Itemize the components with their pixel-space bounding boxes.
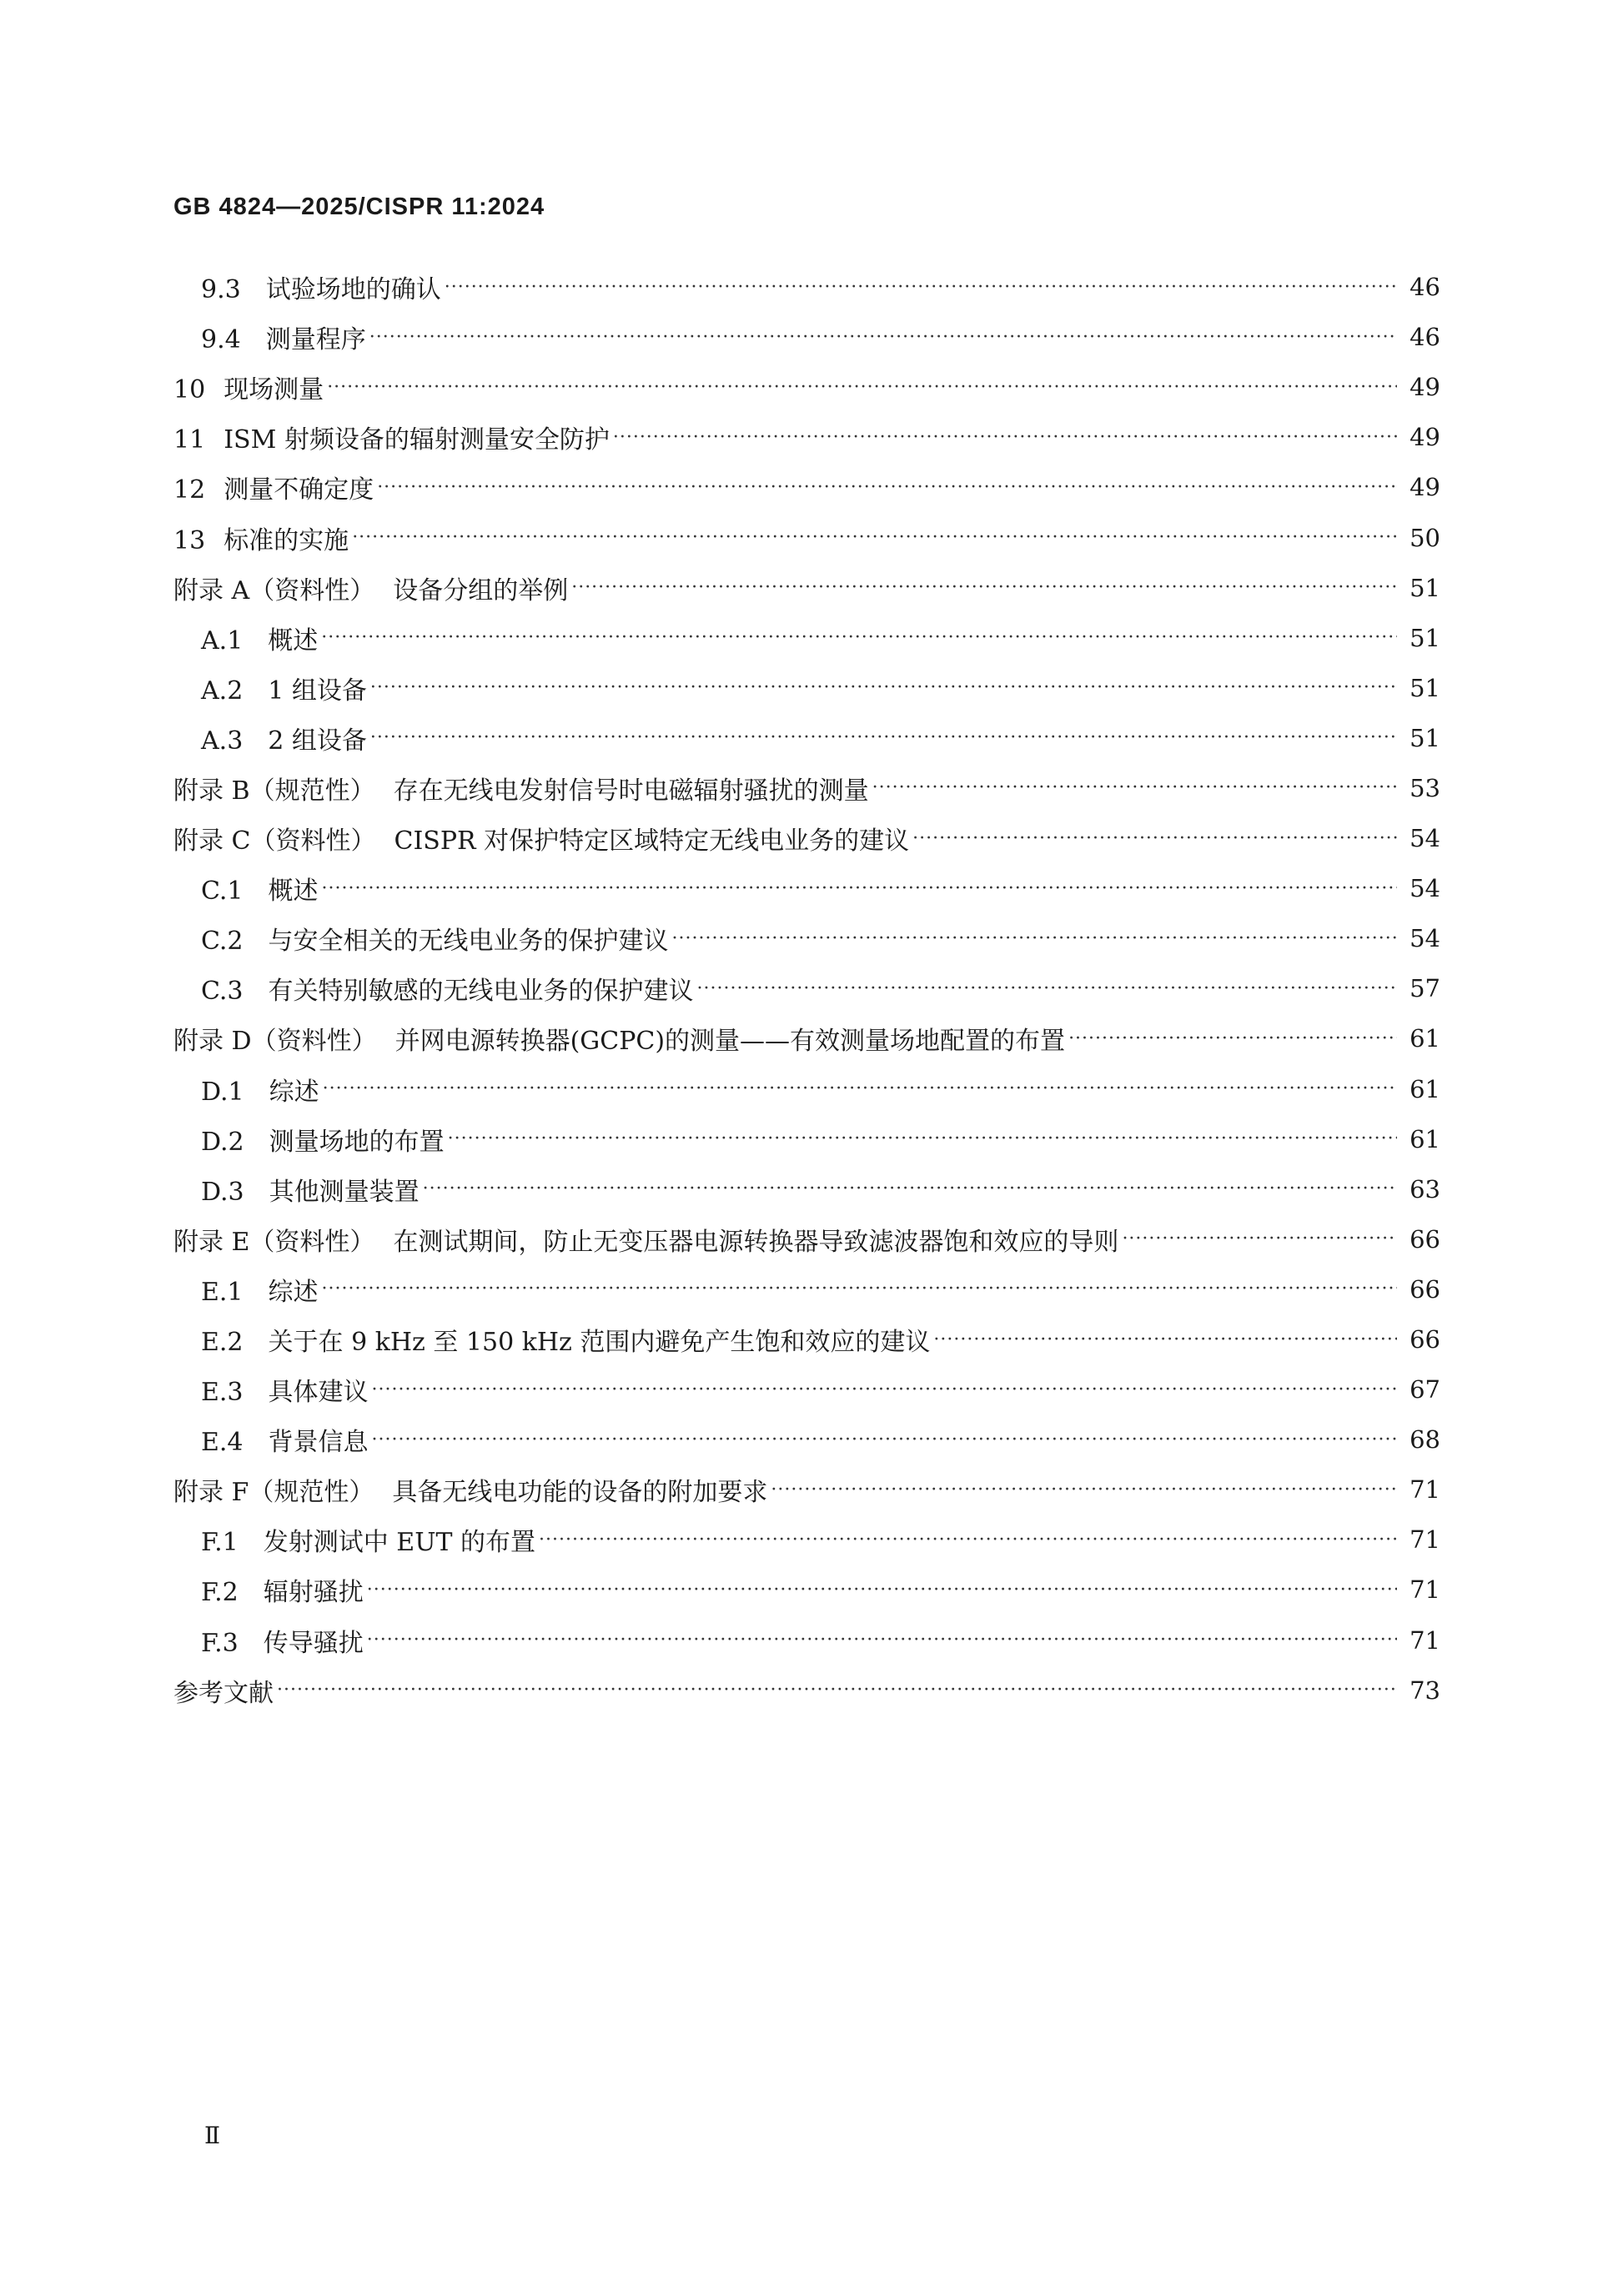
toc-entry-text: 标准的实施 [224, 525, 349, 555]
toc-entry[interactable] [173, 613, 1440, 663]
toc-entry-number: 附录 C（资料性） [173, 826, 376, 857]
toc-dot-leader [697, 978, 1397, 999]
toc-entry[interactable] [173, 362, 1440, 412]
toc-entry-number: 附录 A（资料性） [173, 575, 375, 605]
document-header-standard-code: GB 4824—2025/CISPR 11:2024 [173, 193, 545, 220]
toc-entry-page: 73 [1409, 1676, 1440, 1705]
toc-entry[interactable] [173, 262, 1440, 312]
toc-entry[interactable] [173, 1364, 1440, 1414]
toc-entry-number: 10 [173, 375, 206, 405]
toc-dot-leader [369, 327, 1397, 348]
toc-entry-text: 综述 [268, 1277, 319, 1307]
toc-entry-number: C.3 [201, 977, 244, 1007]
toc-dot-leader [539, 1530, 1397, 1550]
toc-entry-number: A.3 [201, 726, 244, 756]
toc-entry-text: ISM 射频设备的辐射测量安全防护 [224, 425, 610, 455]
toc-entry-text: 概述 [268, 877, 319, 907]
toc-entry[interactable] [173, 1164, 1440, 1214]
toc-entry[interactable] [173, 1264, 1440, 1314]
toc-entry[interactable] [173, 1214, 1440, 1264]
toc-dot-leader [323, 1078, 1397, 1099]
toc-entry-number: 12 [173, 475, 206, 505]
toc-entry-number: 9.4 [201, 325, 241, 355]
toc-entry-page: 49 [1409, 373, 1440, 402]
toc-entry-title [201, 970, 697, 1007]
toc-entry-page: 49 [1409, 473, 1440, 502]
toc-dot-leader [367, 1580, 1397, 1600]
toc-entry-title [201, 670, 370, 706]
toc-entry-number: C.2 [201, 927, 244, 957]
toc-entry-page: 63 [1409, 1174, 1440, 1203]
toc-dot-leader [1122, 1228, 1397, 1249]
toc-entry[interactable] [173, 1515, 1440, 1565]
toc-dot-leader [933, 1329, 1397, 1350]
toc-entry[interactable] [173, 913, 1440, 963]
toc-dot-leader [448, 1128, 1397, 1149]
toc-dot-leader [1068, 1028, 1397, 1049]
toc-entry-title [173, 770, 872, 806]
toc-entry[interactable] [173, 412, 1440, 462]
toc-dot-leader [423, 1178, 1397, 1199]
toc-entry-page: 54 [1409, 874, 1440, 903]
toc-entry-title [173, 820, 912, 857]
toc-entry[interactable] [173, 1465, 1440, 1515]
toc-dot-leader [672, 928, 1397, 949]
toc-entry[interactable] [173, 1414, 1440, 1465]
toc-entry-page: 46 [1409, 273, 1440, 302]
toc-entry-number: 附录 B（规范性） [173, 776, 375, 806]
toc-entry[interactable] [173, 1013, 1440, 1063]
toc-entry-number: F.2 [201, 1578, 239, 1608]
toc-entry-text: 设备分组的举例 [393, 575, 569, 605]
toc-entry-title [201, 319, 369, 355]
toc-dot-leader [912, 828, 1397, 849]
toc-entry-text: 在测试期间，防止无变压器电源转换器导致滤波器饱和效应的导则 [393, 1227, 1119, 1257]
toc-entry-number: 13 [173, 525, 206, 555]
toc-entry-title [201, 720, 370, 756]
toc-entry-title [201, 1121, 448, 1158]
toc-entry[interactable] [173, 1064, 1440, 1114]
toc-entry-page: 66 [1409, 1224, 1440, 1254]
toc-entry-number: E.2 [201, 1328, 244, 1358]
toc-entry-title [201, 920, 672, 957]
toc-entry-page: 61 [1409, 1024, 1440, 1053]
toc-entry-number: D.2 [201, 1127, 244, 1157]
toc-entry[interactable] [173, 813, 1440, 863]
toc-entry-title [173, 520, 352, 556]
toc-entry-page: 51 [1409, 623, 1440, 652]
toc-entry[interactable] [173, 1615, 1440, 1665]
toc-dot-leader [445, 277, 1397, 298]
toc-entry-text: 存在无线电发射信号时电磁辐射骚扰的测量 [393, 776, 869, 806]
toc-entry-page: 61 [1409, 1074, 1440, 1103]
toc-entry-title [201, 1171, 423, 1208]
toc-entry-title [173, 1020, 1068, 1057]
toc-entry-text: 背景信息 [268, 1428, 369, 1458]
toc-entry-title [201, 1271, 322, 1308]
toc-entry-title [201, 1071, 323, 1108]
toc-entry-text: 关于在 9 kHz 至 150 kHz 范围内避免产生饱和效应的建议 [268, 1328, 931, 1358]
toc-entry-text: 概述 [268, 625, 319, 656]
toc-entry-page: 71 [1409, 1475, 1440, 1505]
toc-dot-leader [321, 627, 1397, 648]
toc-entry-title [173, 570, 571, 606]
toc-entry-number: 9.3 [201, 275, 241, 305]
toc-entry-text: 传导骚扰 [263, 1628, 364, 1658]
toc-entry[interactable] [173, 963, 1440, 1013]
toc-entry-text: 测量场地的布置 [269, 1127, 445, 1157]
toc-entry-page: 61 [1409, 1124, 1440, 1153]
toc-entry-number: A.2 [201, 676, 244, 706]
toc-entry-number: 附录 E（资料性） [173, 1227, 375, 1257]
toc-entry-title [201, 1371, 372, 1408]
toc-entry-number: A.1 [201, 625, 244, 656]
toc-entry[interactable] [173, 512, 1440, 562]
toc-entry-number: F.3 [201, 1628, 239, 1658]
toc-entry-page: 66 [1409, 1325, 1440, 1354]
toc-entry-text: 2 组设备 [268, 726, 367, 756]
toc-entry-text: 有关特别敏感的无线电业务的保护建议 [268, 977, 694, 1007]
toc-dot-leader [322, 878, 1397, 899]
toc-entry-title [201, 620, 321, 656]
toc-entry[interactable] [173, 563, 1440, 613]
toc-dot-leader [322, 1279, 1397, 1299]
toc-entry-page: 50 [1409, 523, 1440, 552]
toc-entry[interactable] [173, 663, 1440, 713]
toc-entry[interactable] [173, 312, 1440, 362]
toc-entry-page: 68 [1409, 1425, 1440, 1454]
toc-entry-number: F.1 [201, 1528, 239, 1558]
table-of-contents [173, 262, 1440, 1716]
toc-entry-title [173, 419, 613, 455]
toc-entry-number: 11 [173, 425, 206, 455]
toc-dot-leader [327, 377, 1397, 398]
toc-entry-text: 1 组设备 [268, 676, 367, 706]
toc-entry-page: 51 [1409, 673, 1440, 702]
toc-dot-leader [372, 1429, 1397, 1450]
toc-entry-title [201, 870, 322, 907]
toc-entry-text: 现场测量 [224, 375, 324, 405]
toc-entry-text: 综述 [269, 1077, 319, 1107]
toc-dot-leader [277, 1680, 1397, 1701]
toc-dot-leader [370, 677, 1397, 698]
toc-entry[interactable] [173, 863, 1440, 913]
toc-entry-text: 测量不确定度 [224, 475, 374, 505]
toc-entry-title [173, 469, 377, 505]
toc-entry-title [173, 1672, 277, 1709]
toc-entry-page: 67 [1409, 1375, 1440, 1404]
toc-entry[interactable] [173, 713, 1440, 763]
toc-entry-text: 测量程序 [265, 325, 366, 355]
toc-entry-title [201, 1571, 367, 1608]
toc-entry-title [173, 1221, 1122, 1258]
toc-entry-title [201, 1521, 539, 1558]
toc-entry-page: 66 [1409, 1274, 1440, 1304]
toc-dot-leader [613, 427, 1397, 448]
toc-entry-text: 具体建议 [268, 1378, 369, 1408]
toc-entry-number: 附录 F（规范性） [173, 1478, 374, 1508]
toc-dot-leader [352, 527, 1397, 548]
toc-entry[interactable] [173, 1314, 1440, 1364]
toc-entry-number: D.1 [201, 1077, 244, 1107]
toc-entry[interactable] [173, 1665, 1440, 1716]
toc-entry[interactable] [173, 763, 1440, 813]
toc-dot-leader [367, 1630, 1397, 1650]
toc-entry-text: 具备无线电功能的设备的附加要求 [392, 1478, 768, 1508]
toc-entry-number: D.3 [201, 1177, 244, 1207]
toc-entry-title [201, 269, 445, 305]
toc-entry-page: 71 [1409, 1575, 1440, 1605]
toc-entry-page: 51 [1409, 723, 1440, 752]
toc-dot-leader [370, 727, 1397, 748]
toc-entry-title [201, 1321, 933, 1358]
toc-entry-text: 参考文献 [173, 1678, 274, 1708]
toc-entry[interactable] [173, 462, 1440, 512]
toc-entry-title [173, 369, 327, 405]
toc-entry-number: C.1 [201, 877, 244, 907]
toc-entry-number: E.1 [201, 1277, 244, 1307]
toc-entry-title [173, 1471, 771, 1508]
toc-entry-page: 54 [1409, 924, 1440, 953]
toc-entry-number: E.4 [201, 1428, 244, 1458]
toc-entry-page: 46 [1409, 323, 1440, 352]
toc-entry-number: 附录 D（资料性） [173, 1027, 377, 1057]
toc-entry-title [201, 1622, 367, 1659]
toc-dot-leader [372, 1379, 1397, 1400]
toc-dot-leader [571, 577, 1397, 598]
toc-entry-page: 71 [1409, 1525, 1440, 1555]
toc-entry-page: 71 [1409, 1625, 1440, 1655]
toc-entry-text: 发射测试中 EUT 的布置 [263, 1528, 536, 1558]
toc-entry-page: 49 [1409, 423, 1440, 452]
toc-entry-text: 试验场地的确认 [265, 275, 441, 305]
toc-entry-page: 53 [1409, 773, 1440, 802]
page-number: Ⅱ [204, 2122, 221, 2149]
toc-entry-page: 57 [1409, 974, 1440, 1003]
toc-dot-leader [872, 777, 1397, 798]
toc-entry[interactable] [173, 1565, 1440, 1615]
toc-dot-leader [771, 1480, 1397, 1500]
toc-entry-text: 其他测量装置 [269, 1177, 420, 1207]
toc-entry-text: CISPR 对保护特定区域特定无线电业务的建议 [394, 826, 910, 857]
toc-entry-title [201, 1421, 372, 1458]
toc-entry[interactable] [173, 1114, 1440, 1164]
toc-entry-text: 与安全相关的无线电业务的保护建议 [268, 927, 669, 957]
toc-entry-page: 51 [1409, 573, 1440, 602]
toc-entry-number: E.3 [201, 1378, 244, 1408]
toc-entry-page: 54 [1409, 824, 1440, 853]
toc-entry-text: 并网电源转换器(GCPC)的测量——有效测量场地配置的布置 [394, 1027, 1066, 1057]
toc-entry-text: 辐射骚扰 [263, 1578, 364, 1608]
toc-dot-leader [377, 477, 1397, 498]
